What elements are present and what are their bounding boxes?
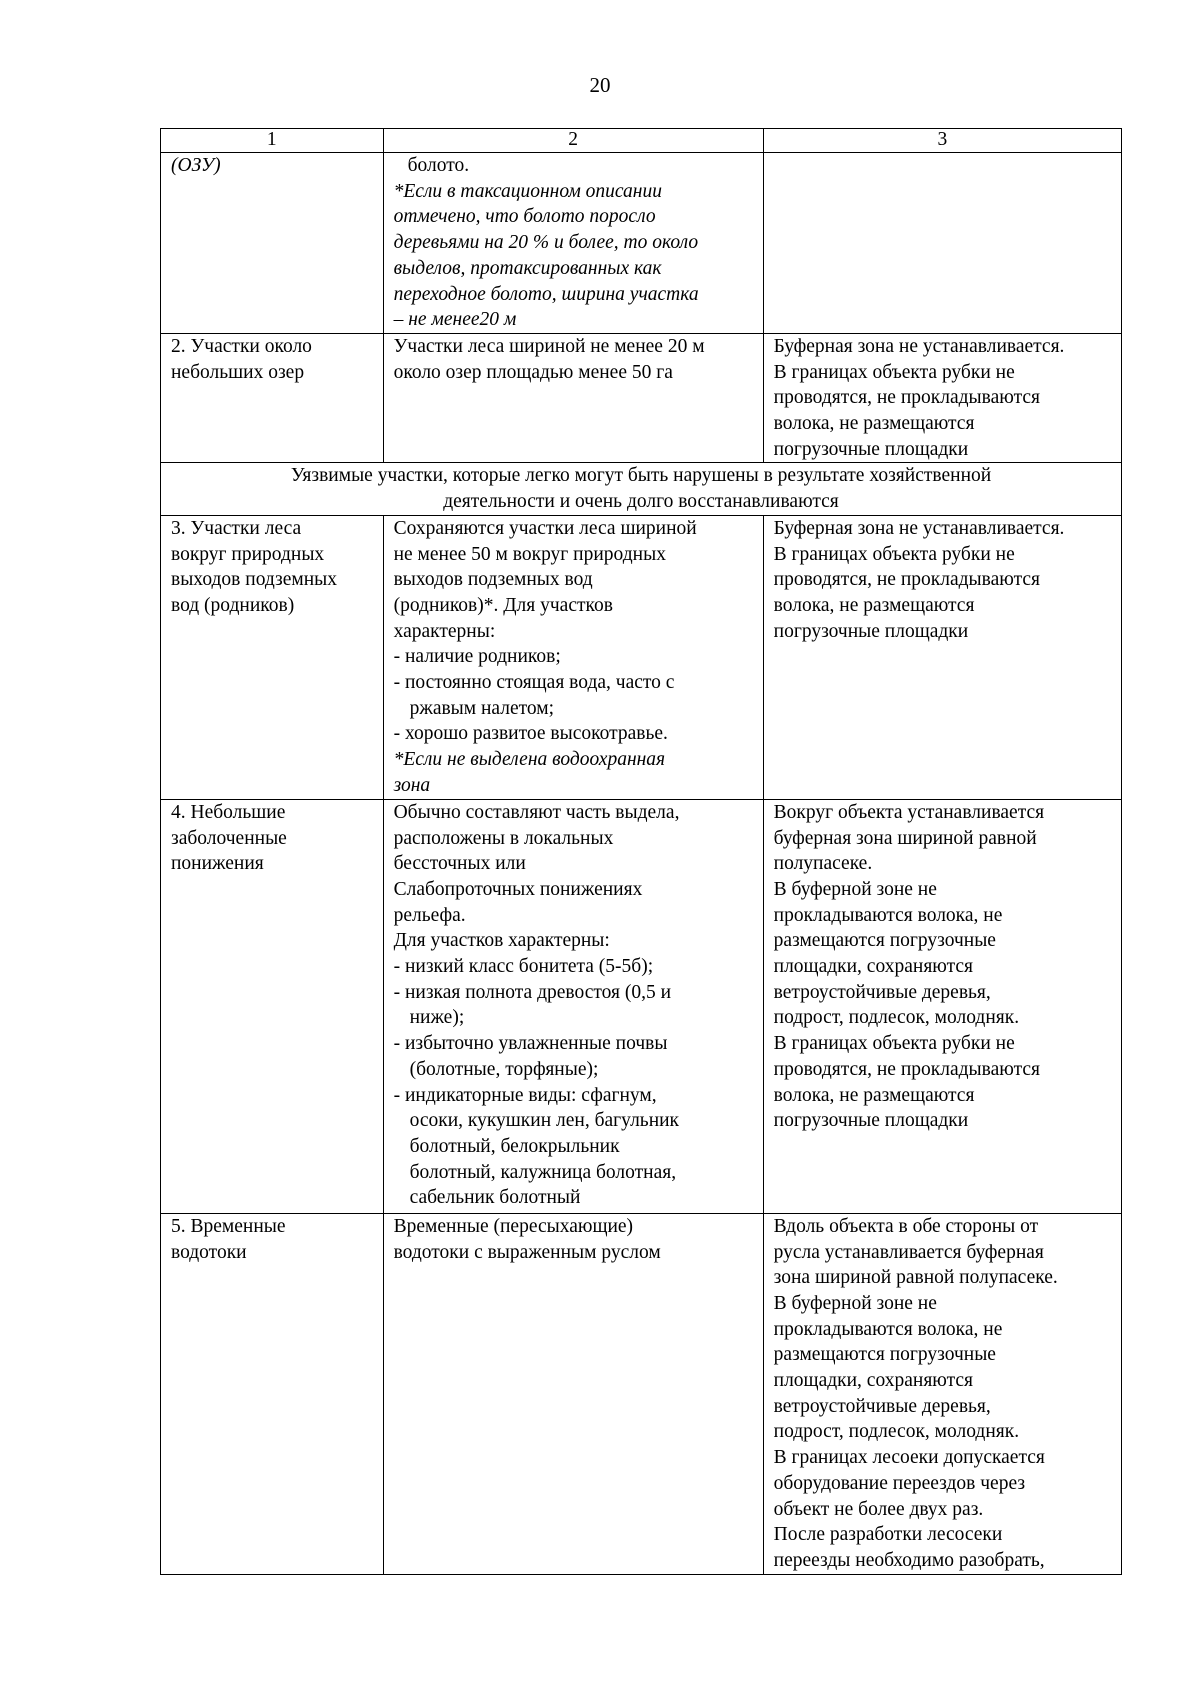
footnote-line: деревьями на 20 % и более, то около xyxy=(393,232,699,254)
section-row xyxy=(161,463,1122,515)
section-heading xyxy=(161,463,1122,515)
cell-line: После разработки лесосеки xyxy=(773,1524,1003,1546)
footnote-line: выделов, протаксированных как xyxy=(393,257,662,279)
row-4-col-3 xyxy=(763,799,1121,1213)
cell-line: В границах объекта рубки не xyxy=(773,1033,1015,1055)
row-1-col-1 xyxy=(161,333,384,463)
list-item-continuation: осоки, кукушкин лен, багульник xyxy=(409,1110,680,1132)
cell-line: буферная зона шириной равной xyxy=(773,827,1037,849)
cell-line: 5. Временные xyxy=(171,1215,286,1237)
list-item-continuation: ниже); xyxy=(409,1007,465,1029)
footnote-line: отмечено, что болото поросло xyxy=(393,206,656,228)
table-row xyxy=(161,1213,1122,1574)
cell-line: (родников)*. Для участков xyxy=(393,594,613,616)
row-1-col-3 xyxy=(763,333,1121,463)
cell-line: Участки леса шириной не менее 20 м xyxy=(393,335,705,357)
cell-line: водотоки xyxy=(171,1241,247,1263)
table-row xyxy=(161,153,1122,334)
cell-line: Временные (пересыхающие) xyxy=(393,1215,634,1237)
section-heading-line: деятельности и очень долго восстанавливаются xyxy=(443,491,839,513)
footnote-line: *Если не выделена водоохранная xyxy=(393,749,666,771)
page-number: 20 xyxy=(589,73,611,97)
cell-line: вод (родников) xyxy=(171,594,295,616)
column-header-1: 1 xyxy=(161,129,384,153)
list-item: - индикаторные виды: сфагнум, xyxy=(393,1084,657,1106)
cell-line: подрост, подлесок, молодняк. xyxy=(773,1007,1020,1029)
row-0-col-2 xyxy=(383,153,763,334)
list-item: - наличие родников; xyxy=(393,646,561,668)
cell-line: бессточных или xyxy=(393,853,526,875)
column-header-2: 2 xyxy=(383,129,763,153)
row-3-col-3 xyxy=(763,515,1121,799)
cell-line: небольших озер xyxy=(171,361,305,383)
cell-line: прокладываются волока, не xyxy=(773,1318,1003,1340)
cell-line: В границах лесоеки допускается xyxy=(773,1447,1045,1469)
cell-line: около озер площадью менее 50 га xyxy=(393,361,673,383)
cell-line: русла устанавливается буферная xyxy=(773,1241,1044,1263)
cell-line: характерны: xyxy=(393,620,496,642)
cell-line: понижения xyxy=(171,853,264,875)
row-4-col-2 xyxy=(383,799,763,1213)
row-4-col-1 xyxy=(161,799,384,1213)
cell-line: водотоки с выраженным руслом xyxy=(393,1241,661,1263)
cell-line: вокруг природных xyxy=(171,543,325,565)
buffer-zone-table xyxy=(160,128,1122,1575)
cell-line: выходов подземных вод xyxy=(393,569,593,591)
cell-line: Буферная зона не устанавливается. xyxy=(773,517,1065,539)
cell-line: В буферной зоне не xyxy=(773,1292,937,1314)
row-0-col-3 xyxy=(763,153,1121,334)
row-3-col-2 xyxy=(383,515,763,799)
list-item-continuation: сабельник болотный xyxy=(409,1187,581,1209)
cell-line: Обычно составляют часть выдела, xyxy=(393,801,680,823)
cell-line: В границах объекта рубки не xyxy=(773,361,1015,383)
footnote-line: *Если в таксационном описании xyxy=(393,180,662,202)
cell-line: волока, не размещаются xyxy=(773,1084,975,1106)
cell-line: зона шириной равной полупасеке. xyxy=(773,1267,1058,1289)
cell-line: рельефа. xyxy=(393,904,466,926)
cell-line: Для участков характерны: xyxy=(393,930,610,952)
cell-line: объект не более двух раз. xyxy=(773,1498,984,1520)
cell-line: 4. Небольшие xyxy=(171,801,286,823)
cell-line: заболоченные xyxy=(171,827,287,849)
cell-line: (ОЗУ) xyxy=(171,155,221,176)
cell-line: Сохраняются участки леса шириной xyxy=(393,517,697,539)
list-item: - низкий класс бонитета (5-5б); xyxy=(393,956,654,978)
list-item-continuation: (болотные, торфяные); xyxy=(409,1058,599,1080)
footnote-line: переходное болото, ширина участка xyxy=(393,283,699,305)
list-item: - избыточно увлажненные почвы xyxy=(393,1033,668,1055)
cell-line: прокладываются волока, не xyxy=(773,904,1003,926)
cell-line: погрузочные площадки xyxy=(773,620,969,642)
list-item: - низкая полнота древостоя (0,5 и xyxy=(393,981,672,1003)
list-item-continuation: болотный, калужница болотная, xyxy=(409,1161,677,1183)
cell-line: Буферная зона не устанавливается. xyxy=(773,335,1065,357)
cell-line: В границах объекта рубки не xyxy=(773,543,1015,565)
cell-line: не менее 50 м вокруг природных xyxy=(393,543,666,565)
table-row xyxy=(161,515,1122,799)
cell-line: проводятся, не прокладываются xyxy=(773,569,1040,591)
table-row xyxy=(161,799,1122,1213)
row-1-col-2 xyxy=(383,333,763,463)
cell-line: полупасеке. xyxy=(773,853,873,875)
row-5-col-3 xyxy=(763,1213,1121,1574)
cell-line: расположены в локальных xyxy=(393,827,614,849)
cell-line: площадки, сохраняются xyxy=(773,956,973,978)
cell-line: площадки, сохраняются xyxy=(773,1370,973,1392)
cell-line: ветроустойчивые деревья, xyxy=(773,981,991,1003)
cell-line: погрузочные площадки xyxy=(773,438,969,460)
row-5-col-1 xyxy=(161,1213,384,1574)
cell-line: волока, не размещаются xyxy=(773,413,975,435)
cell-line: 2. Участки около xyxy=(171,335,312,357)
list-item-continuation: болотный, белокрыльник xyxy=(409,1135,620,1157)
column-header-3: 3 xyxy=(763,129,1121,153)
row-3-col-1 xyxy=(161,515,384,799)
footnote-line: зона xyxy=(393,774,431,796)
cell-line: Вдоль объекта в обе стороны от xyxy=(773,1215,1039,1237)
cell-line: Слабопроточных понижениях xyxy=(393,878,643,900)
cell-line: 3. Участки леса xyxy=(171,517,302,539)
cell-line: проводятся, не прокладываются xyxy=(773,1058,1040,1080)
row-0-col-1 xyxy=(161,153,384,334)
cell-line: ветроустойчивые деревья, xyxy=(773,1395,991,1417)
cell-line: погрузочные площадки xyxy=(773,1110,969,1132)
list-item: - хорошо развитое высокотравье. xyxy=(393,723,668,745)
cell-line: В буферной зоне не xyxy=(773,878,937,900)
row-5-col-2 xyxy=(383,1213,763,1574)
cell-line: размещаются погрузочные xyxy=(773,930,996,952)
cell-line: волока, не размещаются xyxy=(773,594,975,616)
cell-line: выходов подземных xyxy=(171,569,338,591)
list-item-continuation: ржавым налетом; xyxy=(409,697,555,719)
list-item: - постоянно стоящая вода, часто с xyxy=(393,672,675,694)
section-heading-line: Уязвимые участки, которые легко могут быть нарушены в результате хозяйственной xyxy=(290,465,992,487)
cell-line: оборудование переездов через xyxy=(773,1472,1026,1494)
cell-line: болото. xyxy=(407,155,470,176)
cell-line: размещаются погрузочные xyxy=(773,1344,996,1366)
header-row xyxy=(161,129,1122,153)
footnote-line: – не менее20 м xyxy=(393,309,517,331)
cell-line: Вокруг объекта устанавливается xyxy=(773,801,1045,823)
cell-line: переезды необходимо разобрать, xyxy=(773,1549,1045,1571)
cell-line: подрост, подлесок, молодняк. xyxy=(773,1421,1020,1443)
cell-line: проводятся, не прокладываются xyxy=(773,387,1040,409)
table-row xyxy=(161,333,1122,463)
